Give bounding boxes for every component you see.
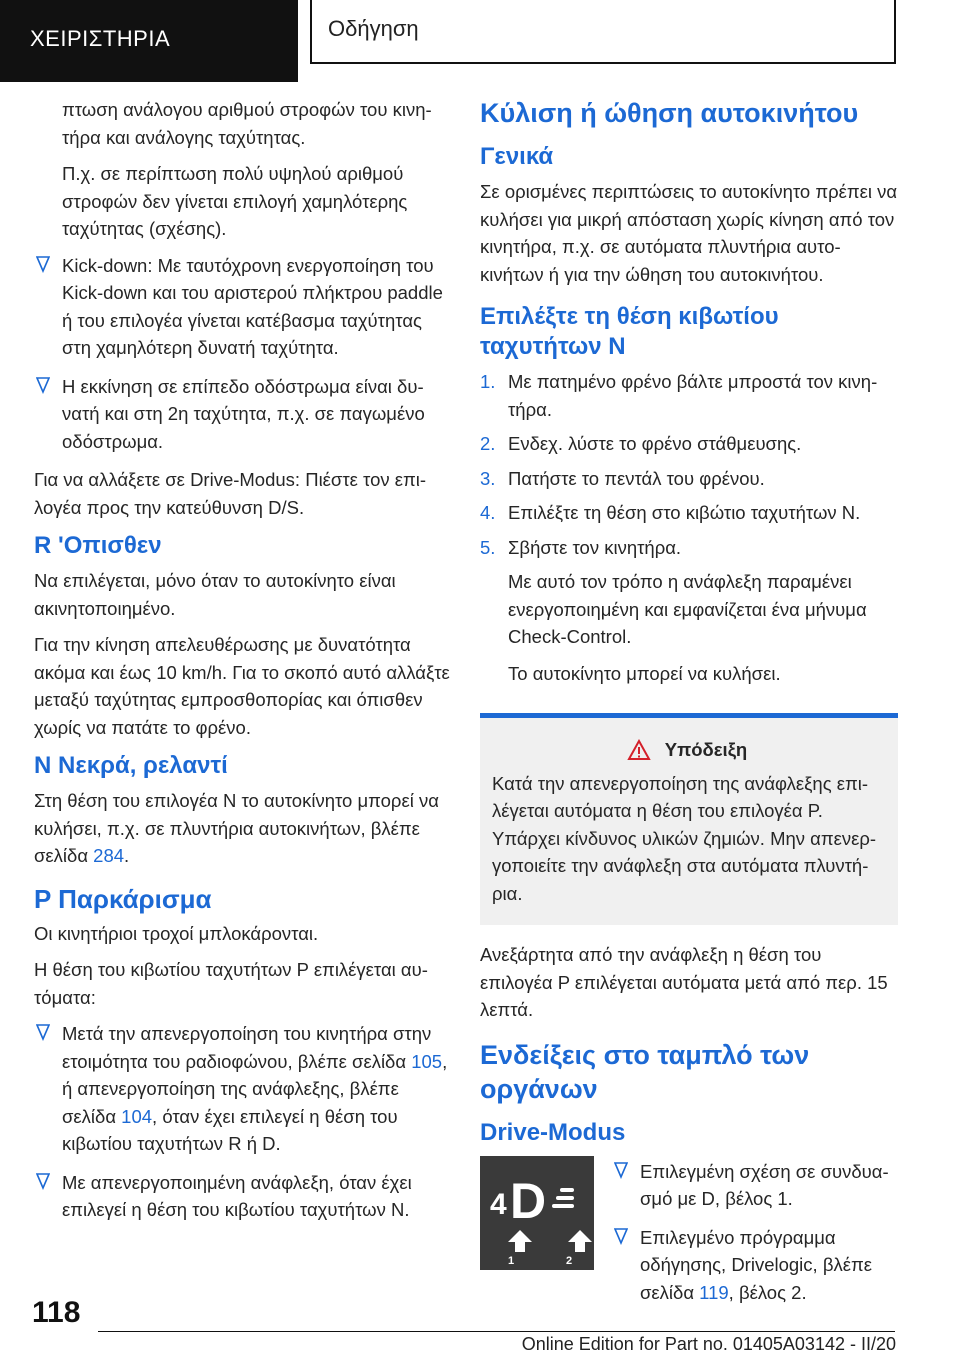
paragraph: Για να αλλάξετε σε Drive-Modus: Πιέστε τον επιλογέα προς την κατεύθυνση D/S.: [34, 469, 427, 518]
list-item-text: Με απενεργοποιημένη ανάφλεξη, όταν έχει επιλεγεί η θέση του κιβωτίου ταχυτήτων N.: [62, 1171, 412, 1220]
heading-general: Γενικά: [480, 143, 554, 170]
paragraph: Με αυτό τον τρόπο η ανάφλεξη παραμένει ενεργοποιημένη και εμφανίζεται ένα μήνυμα Check-Control.: [508, 571, 867, 647]
list-item: [34, 373, 452, 456]
list-item: Μετά την απενεργοποίηση του κινητήρα στην ετοιμότητα του ραδιοφώνου, βλέπε σελίδα 105, ή απενεργοποίηση της ανάφλεξης, βλέπε σελίδα 104, όταν έχει επιλεγεί η θέση του κιβωτίου ταχυτήτων R ή D.: [34, 1020, 452, 1158]
triangle-bullet-icon: [36, 1172, 50, 1190]
left-column: [34, 96, 452, 1235]
paragraph: Να επιλέγεται, μόνο όταν το αυτοκίνητο είναι ακινητοποιημένο.: [34, 570, 396, 619]
triangle-bullet-icon: [614, 1227, 628, 1245]
paragraph: Οι κινητήριοι τροχοί μπλοκάρονται.: [34, 922, 319, 944]
paragraph: Το αυτοκίνητο μπορεί να κυλήσει.: [508, 662, 781, 684]
paragraph: Για την κίνηση απελευθέρωσης με δυνατότητα ακόμα και έως 10 km/h. Για το σκοπό αυτό αλλάξτε μεταξύ ταχύτητας εμπροσθοπορίας και όπισθεν χωρίς να πατάτε το φρένο.: [34, 634, 450, 738]
list-item: [612, 1158, 898, 1213]
page-link[interactable]: 105: [411, 1050, 443, 1072]
paragraph: Π.χ. σε περίπτωση πολύ υψηλού αριθμού στροφών δεν γίνεται επιλογή χαμηλότερης ταχύτητας (σχέσης).: [62, 163, 408, 239]
list-item: Επιλεγμένο πρόγραμμα οδήγησης, Drivelogic, βλέπε σελίδα 119, βέλος 2.: [612, 1224, 898, 1307]
page-number: 118: [32, 1296, 81, 1329]
triangle-bullet-icon: [614, 1161, 628, 1179]
paragraph: Στη θέση του επιλογέα N το αυτοκίνητο μπορεί να κυλήσει, π.χ. σε πλυντήρια αυτοκινήτων, βλέπε σελίδα 284.: [34, 790, 439, 866]
heading-neutral: N Νεκρά, ρελαντί: [34, 752, 228, 779]
heading-indicators: Ενδείξεις στο ταμπλό των οργάνων: [480, 1039, 810, 1104]
list-item: [34, 1169, 452, 1224]
heading-reverse: R 'Οπισθεν: [34, 532, 162, 559]
page-link[interactable]: 284: [93, 845, 125, 866]
warning-note: [480, 713, 898, 925]
right-column: [480, 96, 898, 1317]
list-item: 1. Με πατημένο φρένο βάλτε μπροστά τον κινητήρα.: [480, 371, 878, 420]
triangle-bullet-icon: [36, 1023, 50, 1041]
page-link[interactable]: 119: [699, 1281, 729, 1303]
drive-modus-display-image: [480, 1156, 594, 1270]
edition-text: Online Edition for Part no. 01405A03142 - II/20: [521, 1334, 896, 1354]
svg-text:4: 4: [490, 1187, 507, 1221]
triangle-bullet-icon: [36, 376, 50, 394]
main-heading: Κύλιση ή ώθηση αυτοκινήτου: [480, 98, 859, 128]
note-header: [492, 736, 882, 764]
paragraph: Σε ορισμένες περιπτώσεις το αυτοκίνητο πρέπει να κυλήσει για μικρή απόσταση χωρίς κίνηση από τον κινητήρα, π.χ. σε αυτόματα πλυντήρια αυτοκινήτων ή για την ώθηση του αυτοκινήτου.: [480, 181, 898, 285]
list-item: 4. Επιλέξτε τη θέση στο κιβώτιο ταχυτήτων N.: [480, 502, 861, 523]
section-title: Οδήγηση: [310, 0, 896, 64]
heading-select-n: Επιλέξτε τη θέση κιβωτίου ταχυτήτων N: [480, 303, 779, 360]
chapter-tab: ΧΕΙΡΙΣΤΗΡΙΑ: [0, 0, 298, 82]
page-link[interactable]: 104: [121, 1105, 153, 1127]
footer-divider: [98, 1331, 895, 1332]
paragraph: Ανεξάρτητα από την ανάφλεξη η θέση του επιλογέα P επιλέγεται αυτόματα μετά από περ. 15 λεπτά.: [480, 944, 888, 1020]
list-item-text: Kick-down: Με ταυτόχρονη ενεργοποίηση του Kick-down και του αριστερού πλήκτρου paddle ή του επιλογέα γίνεται κατέβασμα ταχύτητας στη χαμηλότερη δυνατή ταχύτητα.: [62, 254, 443, 358]
paragraph: Η θέση του κιβωτίου ταχυτήτων P επιλέγεται αυτόματα:: [34, 959, 428, 1008]
heading-park: P Παρκάρισμα: [34, 883, 212, 914]
note-text: Κατά την απενεργοποίηση της ανάφλεξης επιλέγεται αυτόματα η θέση του επιλογέα P. Υπάρχει κίνδυνος υλικών ζημιών. Μην απενεργοποιείτε την ανάφλεξη στα αυτόματα πλυντήρια.: [492, 772, 877, 904]
list-item-text: Επιλεγμένη σχέση σε συνδυασμό με D, βέλος 1.: [640, 1160, 889, 1209]
list-item: 2. Ενδεχ. λύστε το φρένο στάθμευσης.: [480, 433, 802, 454]
list-item: [34, 252, 452, 362]
svg-text:D: D: [510, 1172, 547, 1229]
drive-modus-row: [480, 1156, 898, 1318]
steps-list: [480, 368, 898, 561]
list-item: 3. Πατήστε το πεντάλ του φρένου.: [480, 467, 765, 489]
heading-drive-modus: Drive-Modus: [480, 1118, 626, 1146]
note-title: Υπόδειξη: [664, 739, 748, 760]
svg-text:2: 2: [566, 1254, 573, 1267]
drive-modus-list: [612, 1156, 898, 1318]
list-item-text: Η εκκίνηση σε επίπεδο οδόστρωμα είναι δυνατή και στη 2η ταχύτητα, π.χ. σε παγωμένο οδόστρωμα.: [62, 375, 425, 452]
triangle-bullet-icon: [36, 255, 50, 273]
svg-text:1: 1: [508, 1254, 515, 1267]
list-item: 5. Σβήστε τον κινητήρα.: [480, 536, 682, 558]
warning-icon: [627, 739, 651, 761]
paragraph: πτωση ανάλογου αριθμού στροφών του κινητήρα και ανάλογης ταχύτητας.: [62, 99, 432, 148]
